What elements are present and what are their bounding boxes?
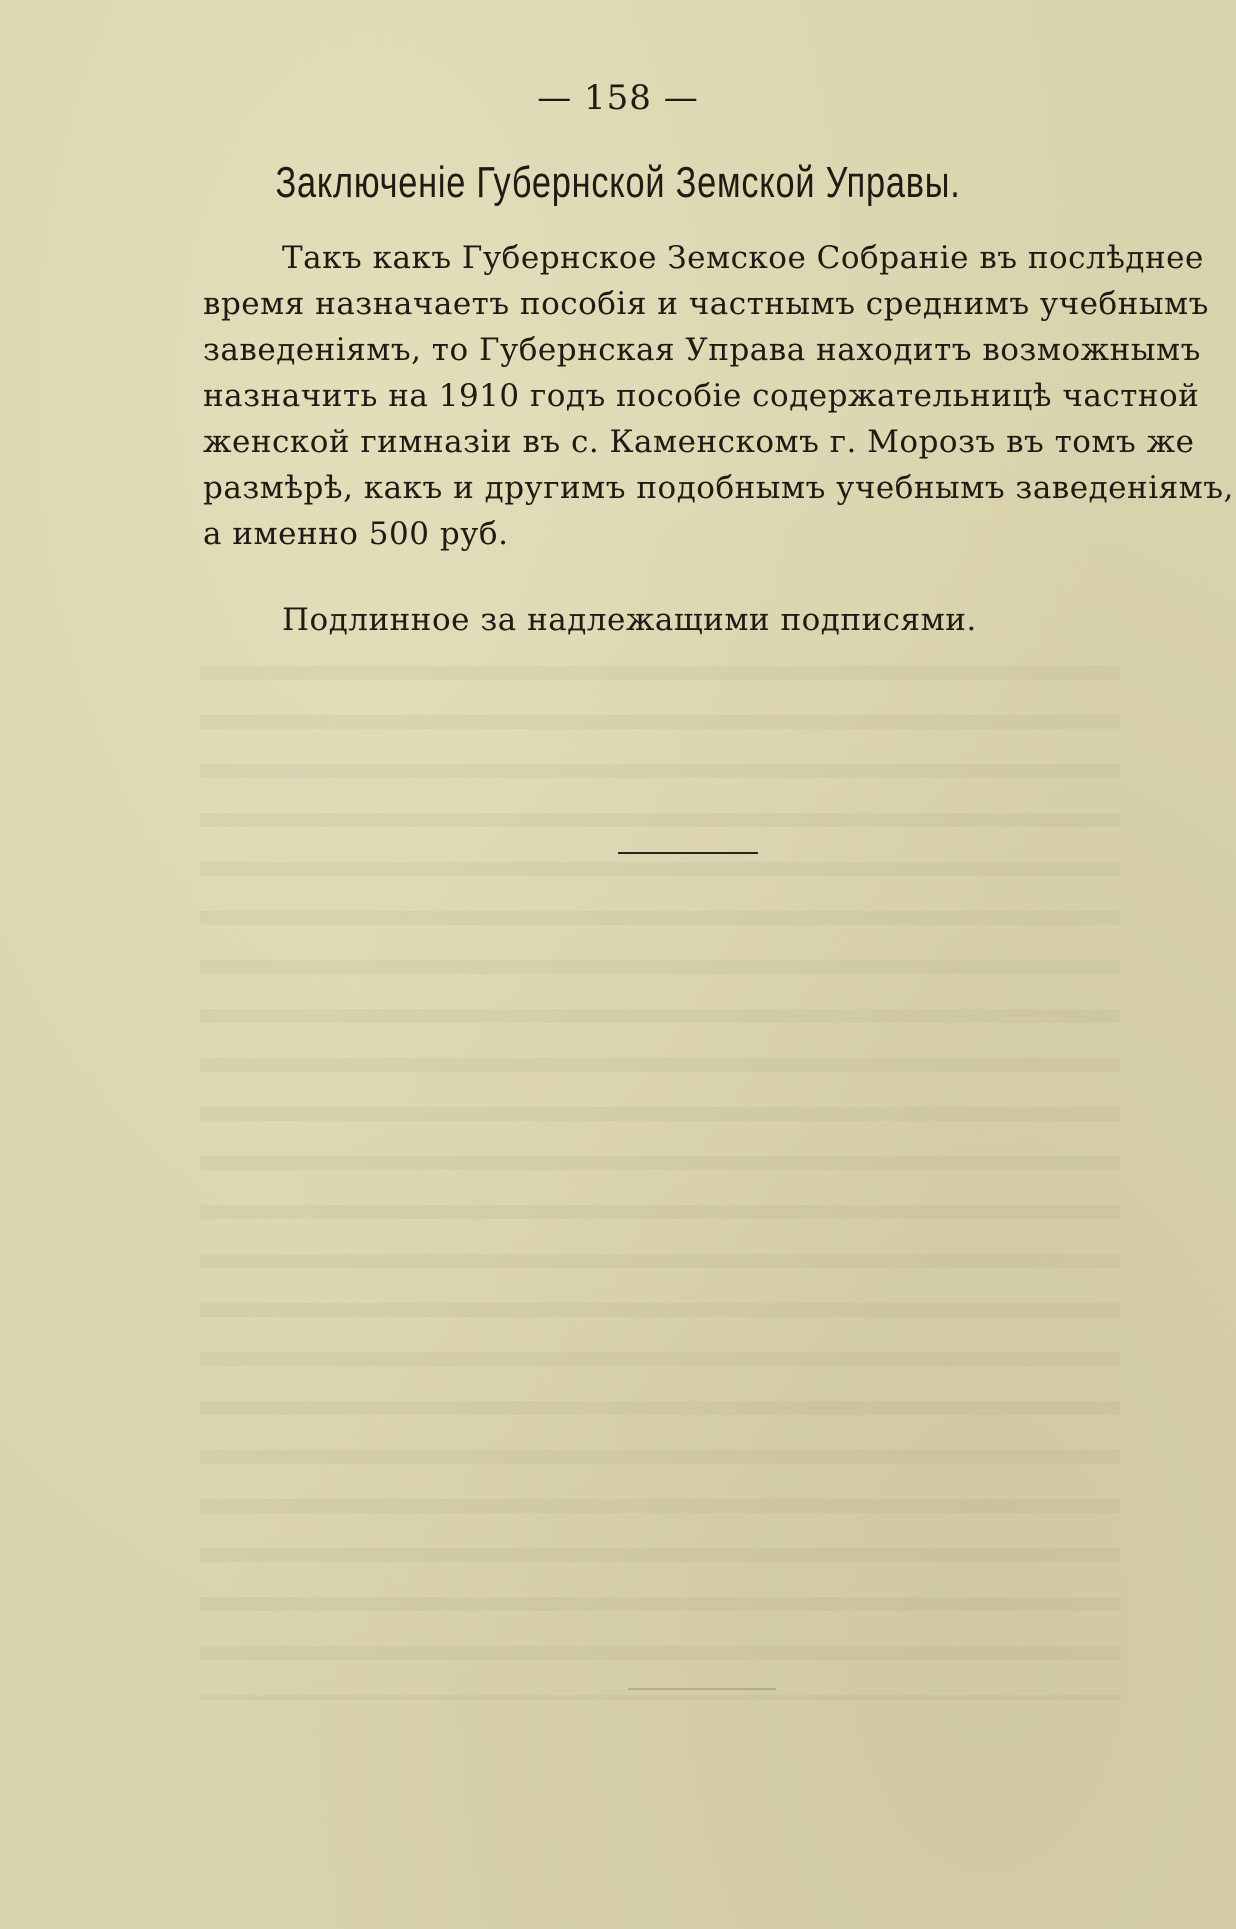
paragraph-line: заведеніямъ, то Губернская Управа находитъ возможнымъ <box>203 332 1201 368</box>
paragraph-line: женской гимназіи въ с. Каменскомъ г. Морозъ въ томъ же <box>203 424 1195 460</box>
page-number: — 158 — <box>537 78 699 118</box>
separator-rule <box>618 852 758 854</box>
paragraph-line: назначить на 1910 годъ пособіе содержательницѣ частной <box>203 378 1200 414</box>
closing-line: Подлинное за надлежащими подписями. <box>282 602 977 638</box>
reverse-side-bleed-through <box>200 640 1120 1700</box>
paragraph-line: размѣрѣ, какъ и другимъ подобнымъ учебнымъ заведеніямъ, <box>203 470 1234 506</box>
paragraph-line: а именно 500 руб. <box>203 516 509 552</box>
reverse-side-rule <box>628 1688 776 1690</box>
paragraph-line: время назначаетъ пособія и частнымъ среднимъ учебнымъ <box>203 286 1209 322</box>
page-heading: Заключеніе Губернской Земской Управы. <box>275 158 961 207</box>
paragraph-line: Такъ какъ Губернское Земское Собраніе въ послѣднее <box>282 240 1204 276</box>
